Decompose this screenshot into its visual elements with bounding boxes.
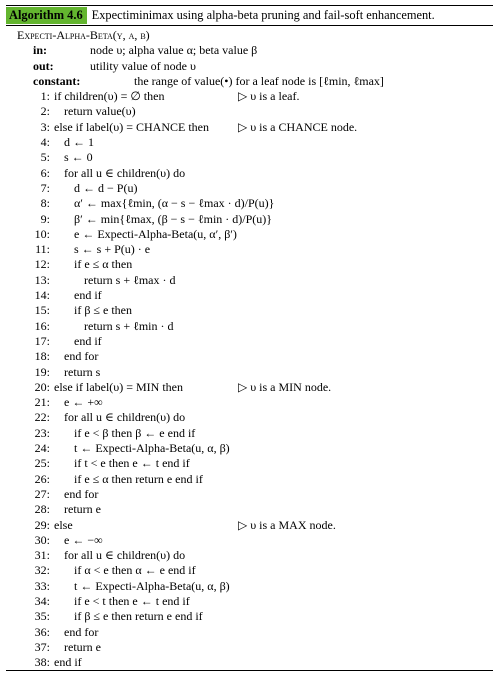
code-line [6, 441, 493, 456]
line-code: s ← s + P(u) · e [74, 242, 151, 257]
line-number: 37: [34, 639, 50, 654]
line-comment: ▷ υ is a CHANCE node. [238, 119, 358, 134]
io-out [6, 59, 493, 74]
line-number: 15: [34, 303, 50, 318]
code-line [6, 181, 493, 196]
code-line [6, 410, 493, 425]
io-in [6, 43, 493, 58]
line-comment: ▷ υ is a leaf. [238, 89, 300, 104]
io-key: out: [33, 58, 54, 73]
code-line [6, 594, 493, 609]
line-comment: ▷ υ is a MIN node. [238, 379, 332, 394]
code-line [6, 579, 493, 594]
line-code: if e ≤ α then return e end if [74, 471, 203, 486]
code-line [6, 487, 493, 502]
line-number: 19: [34, 364, 50, 379]
line-number: 24: [34, 441, 50, 456]
io-constant [6, 74, 493, 89]
algorithm-number: Algorithm 4.6 [6, 7, 87, 24]
line-code: return value(υ) [64, 104, 136, 119]
line-code: t ← Expecti-Alpha-Beta(u, α, β) [74, 441, 230, 456]
line-code: end for [64, 624, 99, 639]
code-line [6, 380, 493, 395]
line-code: else if label(υ) = MIN then [54, 379, 183, 394]
code-line [6, 227, 493, 242]
line-number: 28: [34, 502, 50, 517]
line-code: t ← Expecti-Alpha-Beta(u, α, β) [74, 578, 230, 593]
line-code: for all u ∈ children(υ) do [64, 165, 186, 180]
line-code: return s [64, 364, 101, 379]
line-code: end for [64, 349, 99, 364]
line-number: 26: [34, 471, 50, 486]
code-line [6, 395, 493, 410]
line-number: 20: [34, 379, 50, 394]
code-line [6, 533, 493, 548]
line-number: 1: [40, 89, 50, 104]
line-code: if α < e then α ← e end if [74, 563, 196, 578]
line-number: 2: [40, 104, 50, 119]
line-number: 3: [40, 119, 50, 134]
line-number: 11: [35, 242, 50, 257]
line-number: 22: [34, 410, 50, 425]
line-number: 9: [40, 211, 50, 226]
line-code: β′ ← min{ℓmax, (β − s − ℓmin · d)/P(u)} [74, 211, 273, 226]
line-code: return e [64, 502, 101, 517]
line-code: else if label(υ) = CHANCE then [54, 119, 210, 134]
line-number: 13: [34, 272, 50, 287]
code-line [6, 472, 493, 487]
line-code: d ← 1 [64, 135, 94, 150]
line-code: end for [64, 486, 99, 501]
line-number: 38: [34, 655, 50, 670]
line-code: if t < e then e ← t end if [74, 456, 190, 471]
code-line [6, 120, 493, 135]
code-line [6, 166, 493, 181]
line-number: 5: [40, 150, 50, 165]
line-number: 18: [34, 349, 50, 364]
code-line [6, 242, 493, 257]
io-value: the range of value(•) for a leaf node is [ℓmin, ℓmax] [134, 73, 384, 88]
algorithm-body [6, 26, 493, 671]
code-line [6, 212, 493, 227]
function-signature: Expecti-Alpha-Beta(υ, α, β) [17, 28, 150, 42]
io-key: constant: [33, 73, 81, 88]
code-line [6, 273, 493, 288]
line-code: e ← +∞ [64, 395, 103, 410]
code-line [6, 456, 493, 471]
code-line [6, 640, 493, 655]
algorithm-header [6, 5, 493, 26]
code-line [6, 150, 493, 165]
code-line [6, 365, 493, 380]
code-line [6, 319, 493, 334]
line-number: 16: [34, 318, 50, 333]
line-number: 23: [34, 425, 50, 440]
line-number: 25: [34, 456, 50, 471]
line-code: s ← 0 [64, 150, 93, 165]
line-code: return s + ℓmin · d [84, 318, 174, 333]
algorithm-box [6, 5, 493, 671]
line-number: 36: [34, 624, 50, 639]
code-line [6, 288, 493, 303]
code-line [6, 196, 493, 211]
line-code: return e [64, 639, 101, 654]
line-number: 4: [40, 135, 50, 150]
line-code: if β ≤ e then [74, 303, 133, 318]
line-number: 35: [34, 609, 50, 624]
algorithm-title: Expectiminimax using alpha-beta pruning and fail-soft enhancement. [91, 8, 435, 22]
line-number: 7: [40, 180, 50, 195]
line-comment: ▷ υ is a MAX node. [238, 517, 336, 532]
line-number: 34: [34, 593, 50, 608]
code-line [6, 625, 493, 640]
code-line [6, 135, 493, 150]
code-line [6, 609, 493, 624]
line-code: if e ≤ α then [74, 257, 133, 272]
line-code: end if [54, 655, 82, 670]
line-number: 10: [34, 226, 50, 241]
line-number: 12: [34, 257, 50, 272]
code-line [6, 502, 493, 517]
line-code: if β ≤ e then return e end if [74, 609, 203, 624]
line-number: 8: [40, 196, 50, 211]
line-code: d ← d − P(u) [74, 180, 138, 195]
line-code: else [54, 517, 73, 532]
io-value: node υ; alpha value α; beta value β [90, 43, 258, 58]
line-number: 30: [34, 532, 50, 547]
line-code: e ← −∞ [64, 532, 103, 547]
line-code: if e < β then β ← e end if [74, 425, 196, 440]
code-line [6, 518, 493, 533]
code-line [6, 104, 493, 119]
line-code: end if [74, 333, 102, 348]
line-number: 6: [40, 165, 50, 180]
line-code: end if [74, 288, 102, 303]
line-code: for all u ∈ children(υ) do [64, 410, 186, 425]
line-code: α′ ← max{ℓmin, (α − s − ℓmax · d)/P(u)} [74, 196, 275, 211]
line-number: 27: [34, 486, 50, 501]
code-line [6, 548, 493, 563]
code-line [6, 303, 493, 318]
code-line [6, 89, 493, 104]
code-line [6, 257, 493, 272]
line-code: if e < t then e ← t end if [74, 593, 190, 608]
line-number: 17: [34, 333, 50, 348]
line-code: for all u ∈ children(υ) do [64, 548, 186, 563]
line-number: 31: [34, 548, 50, 563]
io-value: utility value of node υ [90, 58, 196, 73]
code-line [6, 655, 493, 670]
line-code: e ← Expecti-Alpha-Beta(u, α′, β′) [74, 226, 237, 241]
io-key: in: [33, 43, 48, 58]
code-lines [6, 89, 493, 670]
line-number: 14: [34, 288, 50, 303]
line-number: 33: [34, 578, 50, 593]
code-line [6, 563, 493, 578]
line-code: return s + ℓmax · d [84, 272, 176, 287]
code-line [6, 426, 493, 441]
code-line [6, 349, 493, 364]
line-code: if children(υ) = ∅ then [54, 89, 165, 104]
line-number: 21: [34, 395, 50, 410]
line-number: 32: [34, 563, 50, 578]
code-line [6, 334, 493, 349]
line-number: 29: [34, 517, 50, 532]
